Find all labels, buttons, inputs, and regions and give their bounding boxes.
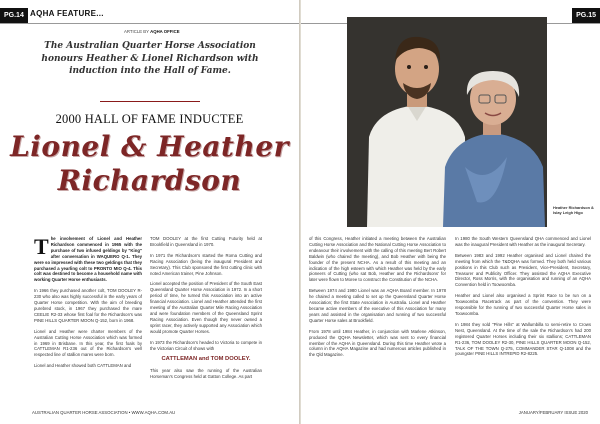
inductee-name-line1: Lionel & Heather bbox=[10, 130, 289, 163]
paragraph: In 1971 the Richardson's started the Roma Cutting and Racing Association (being the inaugural President and Secretary). This Club sponsored the first cutting clinic with noted American trainer, Pine Johnson. bbox=[150, 252, 262, 276]
lead-paragraph: he involvement of Lionel and Heather Richardson commenced in 1965 with the purchase of two infused geldings by "King" after conversation in WAQUERO Q-1. They were so impressed with these two geldings that they purchased a yearling colt to PRONTO MIO Q-4. This colt was destined to become a household name with working Quarter Horse enthusiasts. bbox=[34, 236, 142, 283]
paragraph: TOM DOOLEY at the first Cutting Futurity held at Brookfield in Queensland in 1970. bbox=[150, 236, 262, 247]
paragraph: Lionel and Heather showed both CATTLEMAN and bbox=[34, 363, 132, 369]
page-number-right: PG.15 bbox=[572, 8, 600, 23]
article-column-2 bbox=[150, 236, 262, 385]
footer-right: JANUARY/FEBRUARY ISSUE 2020 bbox=[518, 410, 588, 415]
photo-illustration bbox=[347, 17, 547, 227]
paragraph: In 1980 the South Western Queensland QHA commenced and Lionel was the inaugural President with Heather as the inaugural Secretary. bbox=[455, 236, 591, 247]
hall-of-fame-title: 2000 HALL OF FAME INDUCTEE bbox=[55, 112, 244, 126]
paragraph: In 1966 they purchased another colt, TOM DOOLEY R-230 who also was highly successful in the early years of Quarter Horse competition. With the aim of breeding purebred stock, in 1967 they purchased the mare CEELIE R2-33 whose first foal for the Richardson's was PINE HILLS QUARTER MOON Q-152, born in 1968. bbox=[34, 288, 142, 323]
paragraph: Between 1983 and 1992 Heather organised and Lionel chaired the meeting from which the T&DQHA was formed. They both held various positions in this Club such as President, Vice-President, Secretary, Treasurer and Publicity Officer. They assisted the AQHA Executive Director, Ross Morris, with the organisation and running of an AQHA Convention held in Toowoomba. bbox=[455, 252, 591, 288]
divider-ornament bbox=[100, 101, 200, 102]
paragraph: Lionel accepted the position of President of the South East Queensland Quarter Horse Association in 1972. In a short period of time, he turned this Association into an active financial Association. Lionel and Heather attended the first meeting of the Australian Quarter Mile Racing Association and were foundation members of the Queensland Sprint Racing Association. Even though they never owned a sprint racer, they actively supported any Association which would promote Quarter Horses. bbox=[150, 281, 262, 334]
article-column-1 bbox=[34, 236, 142, 374]
paragraph: Heather and Lionel also organised a Sprint Race to be run on a Toowoomba Racetrack as part of the convention. They were responsible for the running of two successful Quarter Horse sales in Toowoomba. bbox=[455, 293, 591, 316]
page-number-left: PG.14 bbox=[0, 8, 28, 23]
right-page bbox=[301, 0, 600, 424]
credit-name: AQHA OFFICE bbox=[150, 29, 180, 34]
paragraph: Between 1974 and 1980 Lionel was an AQHA Board member. In 1978 he chaired a meeting called to set up the Queensland Quarter Horse Association; the first State Association in Australia. Lionel and Heather became active members of the executive of this Association for many years and assisted in the organisation and running of two successful Quarter Horse sales at Brookfield. bbox=[309, 288, 446, 323]
photo-caption: Heather Richardson & Islay Leigh Higo bbox=[553, 205, 594, 215]
drop-cap: T bbox=[34, 234, 49, 259]
header-rule bbox=[0, 23, 299, 24]
intro-standfirst: The Australian Quarter Horse Association honours Heather & Lionel Richardson with induction into the Hall of Fame. bbox=[41, 41, 259, 76]
paragraph: of this Congress, Heather initiated a meeting between the Australian Cutting Horse Association and the National Cutting Horse Association to endeavour their involvement with the calling of this meeting Bert Robert Baldwin (who chaired the meeting), and Bob Heather with being the founder of the present NCHA. As a result of this meeting and an indication of the high esteem with which Heather was held by the early pioneers of Cutting (who sat Bob, Heather and the Richardsons' for later were flown to Moree to construct the Constitution of the NCHA. bbox=[309, 236, 446, 283]
article-column-3 bbox=[309, 236, 446, 363]
column-subhead: CATTLEMAN and TOM DOOLEY. bbox=[161, 356, 251, 363]
paragraph: From 1978 until 1984 Heather, in conjunction with Marlene Atkinson, produced the QQHA Newsletter, which was sent to every financial member of the AQHA in Queensland. During this time Heather wrote a column in the AQHA Magazine and had numerous articles published in the Qld Magazine. bbox=[309, 328, 446, 358]
article-column-4 bbox=[455, 236, 591, 362]
paragraph: This year also saw the running of the Australian Horseman's Congress held at Gatton College. As part bbox=[150, 368, 262, 380]
section-title: AQHA FEATURE... bbox=[30, 9, 104, 18]
inductee-name-line2: Richardson bbox=[57, 164, 242, 197]
inductee-photo bbox=[347, 17, 547, 227]
article-credit bbox=[124, 29, 180, 34]
paragraph: Lionel and Heather were charter members of the Australian Cutting Horse Association which was formed in 1969 in Brisbane. In this year, the first foals by CATTLEMAN R1-236 out of the Richardson's well respected line of stallion mares were born. bbox=[34, 328, 142, 358]
paragraph: In 1973 the Richardson's headed to Victoria to compete in the Victorian Circuit of shows with bbox=[150, 339, 262, 351]
paragraph: In 1984 they sold "Pine Hills" at Wallumbilla to semi-retire to Crows Nest, Queensland. At the time of the sale the Richardson's had 200 registered Quarter Horses including their six stallions; CATTLEMAN R1-236, TOM DOOLEY R2-30, PINE HILLS QUARTER MOON Q-152, TALK OF THE TOWN Q-275, COMMANDER STAR Q-1008 and the youngster PINE HILLS INTREPID R2-8225. bbox=[455, 321, 591, 357]
footer-left: AUSTRALIAN QUARTER HORSE ASSOCIATION • WWW.AQHA.COM.AU bbox=[32, 410, 176, 415]
credit-prefix: ARTICLE BY bbox=[124, 29, 149, 34]
left-page bbox=[0, 0, 299, 424]
